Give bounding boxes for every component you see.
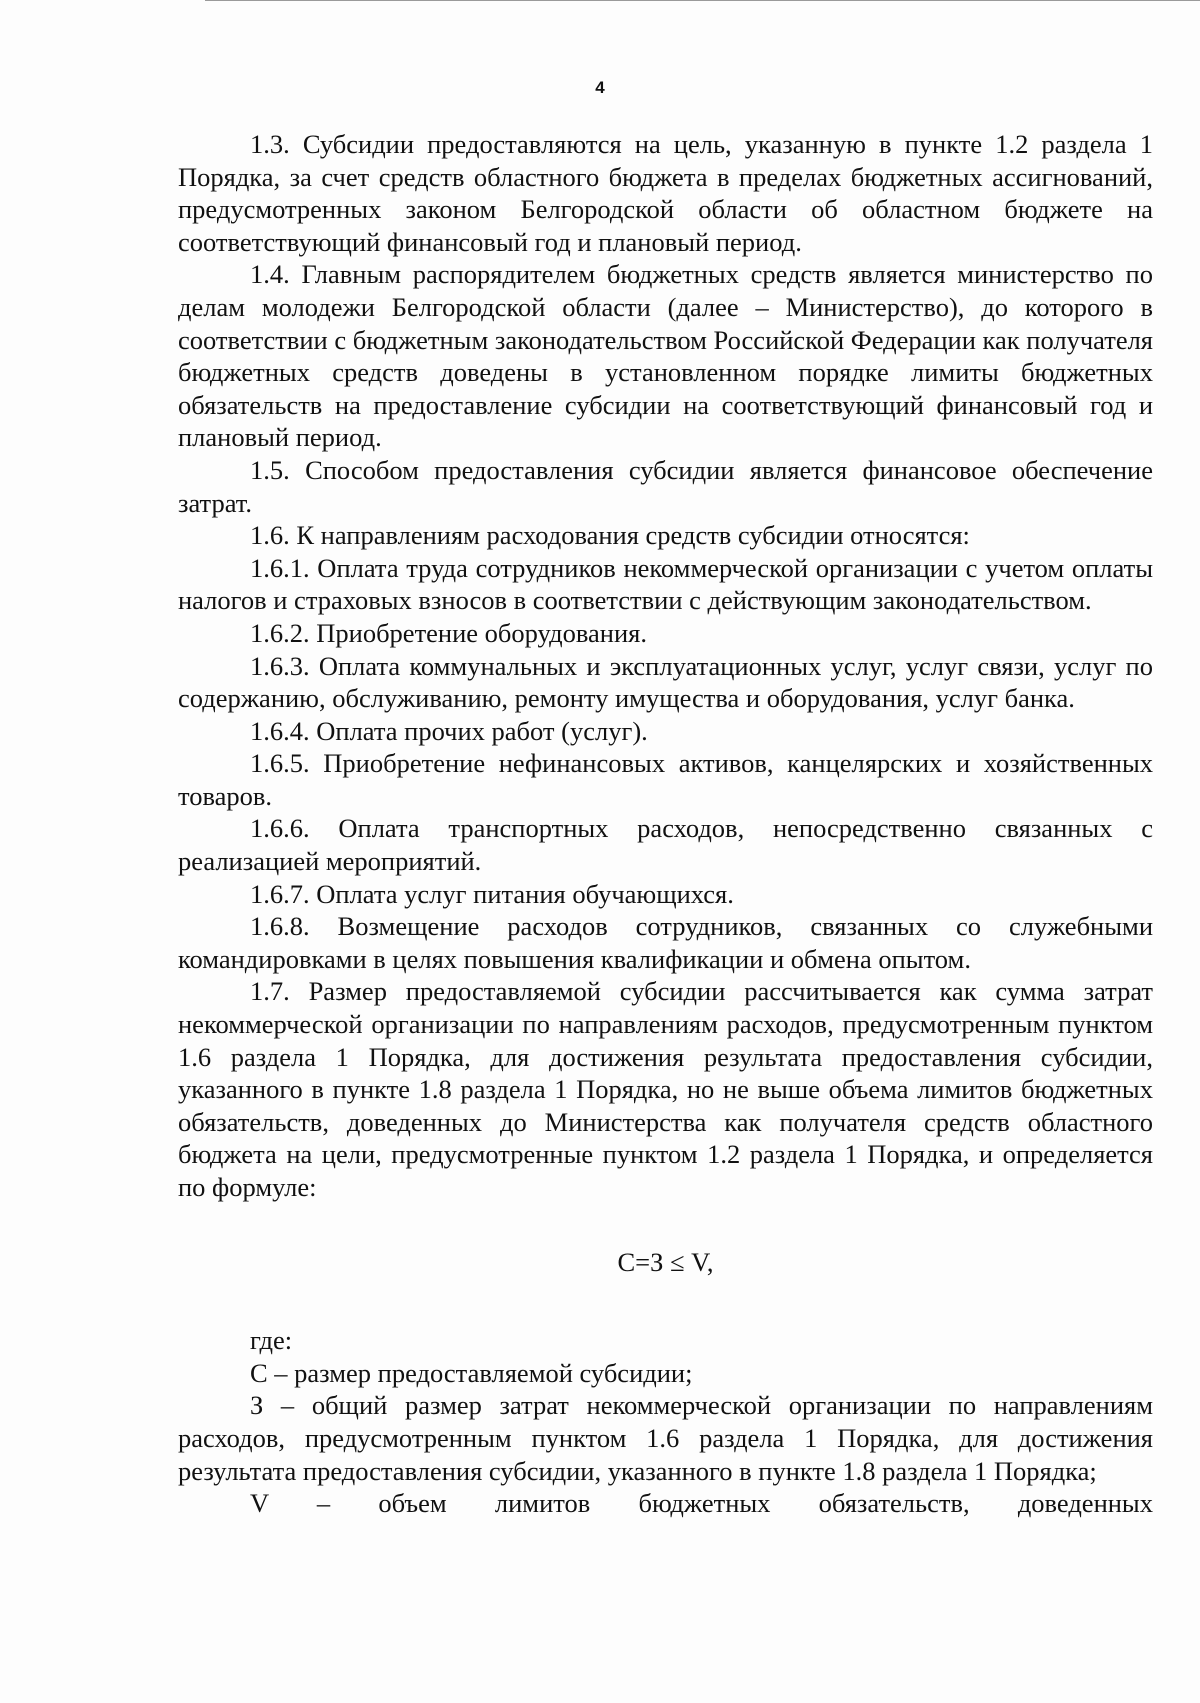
paragraph-1-6-1: 1.6.1. Оплата труда сотрудников некоммерческой организации с учетом оплаты налогов и страховых взносов в соответствии с действующим законодательством. — [178, 552, 1153, 616]
paragraph-1-6-4: 1.6.4. Оплата прочих работ (услуг). — [250, 715, 648, 746]
paragraph-1-4: 1.4. Главным распорядителем бюджетных средств является министерство по делам молодежи Белгородской области (далее – Министерство), до которого в соответствии с бюджетным законодательством Российской Федерации как получателя бюджетных средств доведены в установленном порядке лимиты бюджетных обязательств на предоставление субсидии на соответствующий финансовый год и плановый период. — [178, 259, 1154, 453]
paragraph-1-6-3: 1.6.3. Оплата коммунальных и эксплуатационных услуг, услуг связи, услуг по содержанию, обслуживанию, ремонту имущества и оборудования, услуг банка. — [178, 650, 1153, 714]
paragraph-1-6-5: 1.6.5. Приобретение нефинансовых активов, канцелярских и хозяйственных товаров. — [178, 748, 1153, 811]
subsidy-formula: С=З ≤ V, — [617, 1246, 714, 1277]
paragraph-1-6-7: 1.6.7. Оплата услуг питания обучающихся. — [250, 878, 734, 909]
definition-z: З – общий размер затрат некоммерческой организации по направлениям расходов, предусмотренным пунктом 1.6 раздела 1 Порядка, для достижения результата предоставления субсидии, указанного в пункте 1.8 раздела 1 Порядка; — [178, 1390, 1153, 1486]
document-body — [178, 128, 1153, 1520]
top-border-line — [205, 0, 1200, 1]
paragraph-1-5: 1.5. Способом предоставления субсидии является финансовое обеспечение затрат. — [178, 454, 1153, 518]
definition-c: С – размер предоставляемой субсидии; — [250, 1357, 693, 1388]
definition-v: V – объем лимитов бюджетных обязательств, доведенных — [250, 1488, 1153, 1519]
page-number: 4 — [595, 78, 605, 97]
definitions-intro: где: — [250, 1325, 293, 1356]
paragraph-1-6: 1.6. К направлениям расходования средств субсидии относятся: — [250, 520, 970, 551]
paragraph-1-6-2: 1.6.2. Приобретение оборудования. — [250, 617, 647, 648]
paragraph-1-6-6: 1.6.6. Оплата транспортных расходов, непосредственно связанных с реализацией мероприятий. — [178, 813, 1153, 877]
paragraph-1-6-8: 1.6.8. Возмещение расходов сотрудников, связанных со служебными командировками в целях повышения квалификации и обмена опытом. — [178, 911, 1153, 974]
paragraph-1-3: 1.3. Субсидии предоставляются на цель, указанную в пункте 1.2 раздела 1 Порядка, за счет средств областного бюджета в пределах бюджетных ассигнований, предусмотренных законом Белгородской области об областном бюджете на соответствующий финансовый год и плановый период. — [178, 129, 1153, 257]
paragraph-1-7: 1.7. Размер предоставляемой субсидии рассчитывается как сумма затрат некоммерческой организации по направлениям расходов, предусмотренным пунктом 1.6 раздела 1 Порядка, для достижения результата предоставления субсидии, указанного в пункте 1.8 раздела 1 Порядка, но не выше объема лимитов бюджетных обязательств, доведенных до Министерства как получателя средств областного бюджета на цели, предусмотренные пунктом 1.2 раздела 1 Порядка, и определяется по формуле: — [178, 976, 1153, 1202]
